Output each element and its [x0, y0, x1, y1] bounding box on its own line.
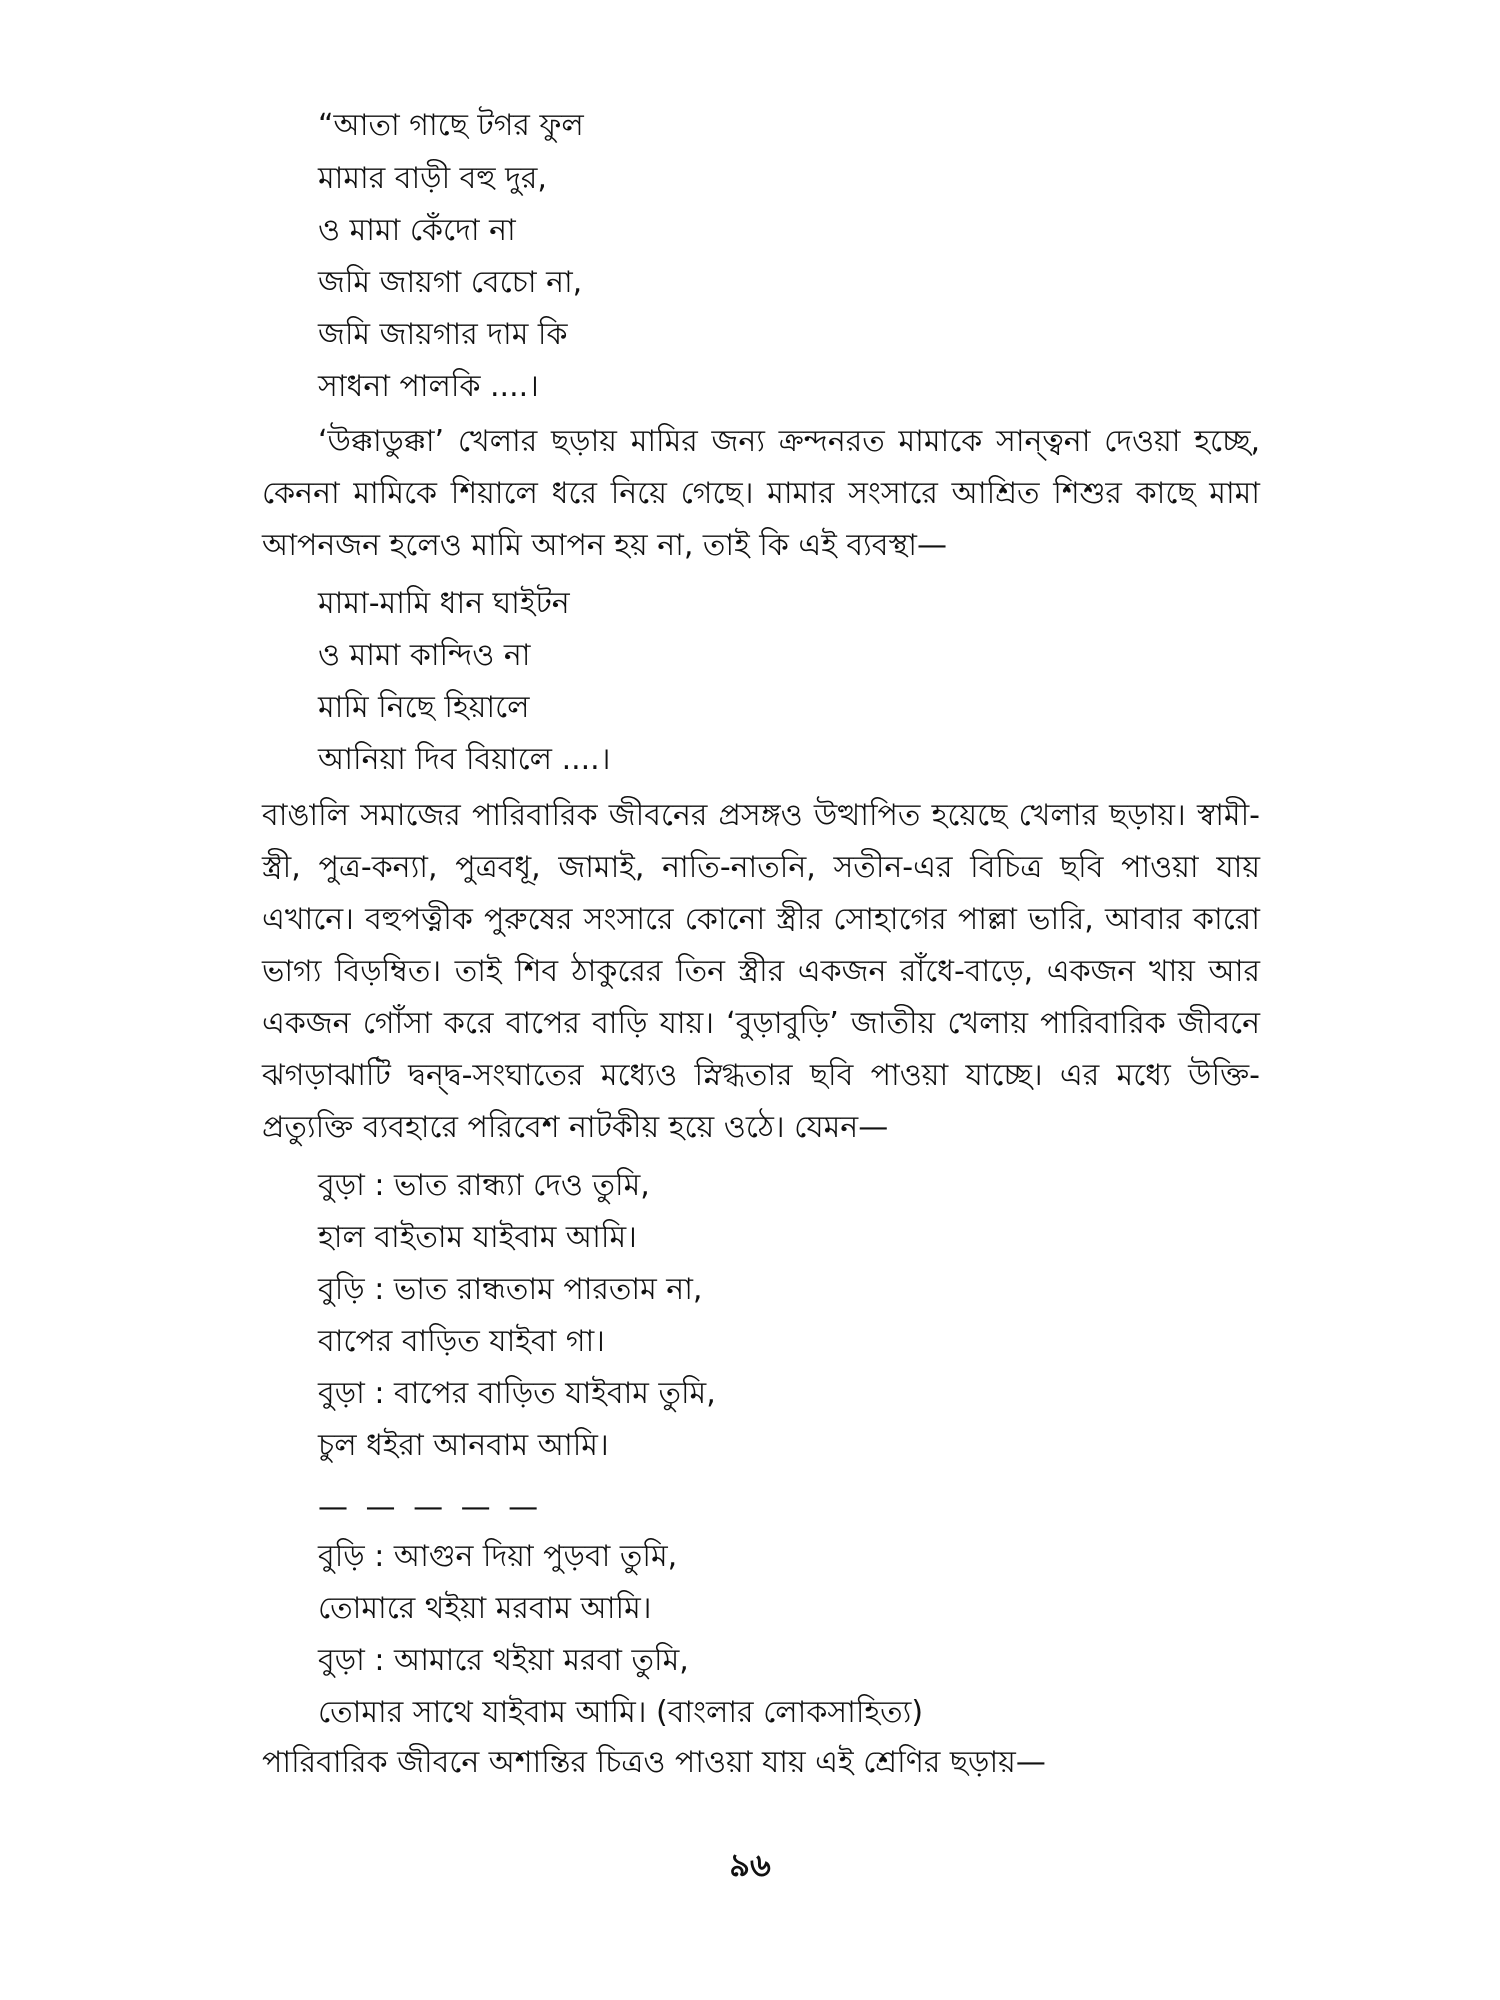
verse-line: ও মামা কান্দিও না [318, 638, 531, 673]
verse-line: জমি জায়গার দাম কি [318, 317, 568, 352]
dialogue-line: চুল ধইরা আনবাম আমি। [318, 1428, 609, 1463]
dash-divider: — — — — — [318, 1490, 543, 1525]
page-number: ৯৬ [729, 1846, 771, 1884]
verse-line: জমি জায়গা বেচো না, [318, 265, 583, 300]
paragraph [262, 1737, 1260, 1789]
verse-line: মামা-মামি ধান ঘাইটন [318, 586, 570, 621]
dialogue-line: বুড়া : ভাত রান্ধ্যা দেও তুমি, [318, 1168, 650, 1203]
verse-line: ও মামা কেঁদো না [318, 213, 516, 248]
verse-line: মামার বাড়ী বহু দুর, [318, 161, 547, 196]
paragraph-text: বাঙালি সমাজের পারিবারিক জীবনের প্রসঙ্গও উত্থাপিত হয়েছে খেলার ছড়ায়। স্বামী-স্ত্রী, পুত্র-কন্যা, পুত্রবধূ, জামাই, নাতি-নাতনি, সতীন-এর বিচিত্র ছবি পাওয়া যায় এখানে। বহুপত্নীক পুরুষের সংসারে কোনো স্ত্রীর সোহাগের পাল্লা ভারি, আবার কারো ভাগ্য বিড়ম্বিত। তাই শিব ঠাকুরের তিন স্ত্রীর একজন রাঁধে-বাড়ে, একজন খায় আর একজন গোঁসা করে বাপের বাড়ি যায়। ‘বুড়াবুড়ি’ জাতীয় খেলায় পারিবারিক জীবনে ঝগড়াঝাটি দ্বন্দ্ব-সংঘাতের মধ্যেও স্নিগ্ধতার ছবি পাওয়া যাচ্ছে। এর মধ্যে উক্তি-প্রত্যুক্তি ব্যবহারে পরিবেশ নাটকীয় হয়ে ওঠে। যেমন— [262, 798, 1260, 1145]
paragraph-text: পারিবারিক জীবনে অশান্তির চিত্রও পাওয়া যায় এই শ্রেণির ছড়ায়— [262, 1745, 1046, 1780]
dialogue-line: তোমার সাথে যাইবাম আমি। (বাংলার লোকসাহিত্য) [318, 1695, 924, 1730]
dialogue-line: তোমারে থইয়া মরবাম আমি। [318, 1591, 652, 1626]
dialogue-line: হাল বাইতাম যাইবাম আমি। [318, 1220, 637, 1255]
verse-line: সাধনা পালকি ....। [318, 369, 539, 404]
dialogue-line: বুড়া : আমারে থইয়া মরবা তুমি, [318, 1643, 689, 1678]
paragraph [262, 416, 1260, 576]
paragraph [262, 790, 1260, 1160]
verse-line: “আতা গাছে টগর ফুল [318, 108, 584, 143]
dialogue-line: বুড়ি : ভাত রান্ধতাম পারতাম না, [318, 1272, 703, 1307]
dialogue-line: বাপের বাড়িত যাইবা গা। [318, 1324, 605, 1359]
verse-line: মামি নিছে হিয়ালে [318, 690, 530, 725]
dialogue-line: বুড়া : বাপের বাড়িত যাইবাম তুমি, [318, 1376, 716, 1411]
dialogue-line: বুড়ি : আগুন দিয়া পুড়বা তুমি, [318, 1539, 678, 1574]
paragraph-text: ‘উক্কাডুক্কা’ খেলার ছড়ায় মামির জন্য ক্রন্দনরত মামাকে সান্ত্বনা দেওয়া হচ্ছে, কেননা মামিকে শিয়ালে ধরে নিয়ে গেছে। মামার সংসারে আশ্রিত শিশুর কাছে মামা আপনজন হলেও মামি আপন হয় না, তাই কি এই ব্যবস্থা— [262, 424, 1260, 563]
verse-line: আনিয়া দিব বিয়ালে ....। [318, 742, 611, 777]
